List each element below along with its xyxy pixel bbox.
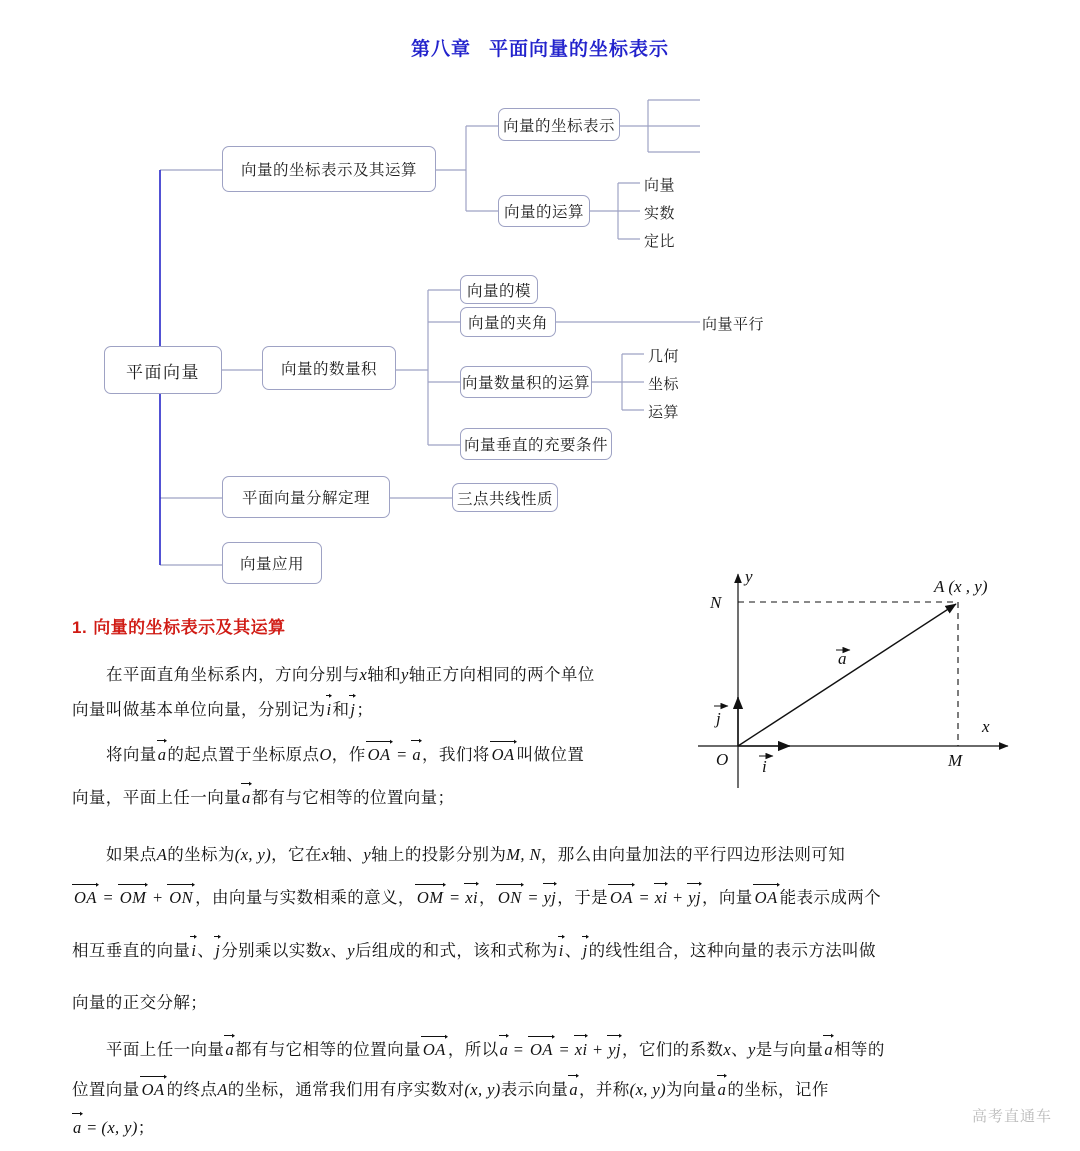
text-run: 在平面直角坐标系内，方向分别与 — [106, 665, 360, 684]
mindmap-node-magnitude[interactable] — [460, 275, 538, 304]
text-run: 位置向量 — [72, 1080, 140, 1099]
text-run: 能表示成两个 — [779, 888, 882, 907]
text-run: 相等的 — [834, 1040, 885, 1059]
math-vector-ON: ON — [169, 888, 194, 907]
unit-i-label: i — [762, 757, 767, 776]
paragraph-4-line-2 — [72, 1080, 829, 1101]
text-run: 将向量 — [106, 745, 157, 764]
text-run: 向量，平面上任一向量 — [72, 788, 241, 807]
text-run: 分别乘以实数 — [221, 941, 323, 960]
text-run: 轴正方向相同的两个单位 — [408, 665, 595, 684]
mindmap-node-collinear-property[interactable] — [452, 483, 558, 512]
math-operator: = — [555, 1040, 574, 1059]
mindmap — [0, 90, 1080, 600]
math-vector-OA: OA — [530, 1040, 553, 1059]
mindmap-node-label: 平面向量分解定理 — [241, 490, 370, 507]
math-vector-OM: OM — [416, 888, 444, 907]
paragraph-3-line-3 — [72, 941, 876, 962]
math-expr-xi: xi — [654, 888, 668, 907]
unit-i-label-group — [759, 756, 773, 776]
math-operator: + — [668, 888, 688, 907]
mindmap-node-perpendicular-condition[interactable] — [460, 428, 612, 460]
math-expr-yj: yj — [608, 1040, 621, 1059]
text-run: 相互垂直的向量 — [72, 941, 191, 960]
math-operator: + — [148, 888, 168, 907]
point-N-label: N — [710, 593, 722, 612]
math-expr-xi: xi — [574, 1040, 588, 1059]
text-run: ，那么由向量加法的平行四边形法则可知 — [540, 845, 846, 864]
math-expr-xi: xi — [465, 888, 478, 907]
paragraph-4-line-1 — [72, 1040, 885, 1061]
text-run: 、 — [564, 941, 582, 960]
mindmap-node-label: 向量的模 — [466, 282, 531, 300]
x-axis-label: x — [982, 717, 990, 736]
math-vector-a: a — [499, 1040, 509, 1059]
text-run: 、 — [731, 1040, 749, 1059]
mindmap-node-label: 向量应用 — [239, 556, 304, 573]
math-var-y: y — [748, 1040, 756, 1059]
math-coordinates: (x, y) — [234, 845, 272, 864]
paragraph-2-line-2 — [72, 788, 454, 809]
text-run: 轴和 — [367, 665, 402, 684]
text-run: 表示向量 — [500, 1080, 569, 1099]
mindmap-node-label: 向量的运算 — [503, 204, 584, 221]
text-run: 的终点 — [166, 1080, 218, 1099]
math-var-y: y — [401, 665, 409, 684]
math-vector-OA: OA — [74, 888, 97, 907]
coordinate-system-figure — [690, 560, 1020, 800]
math-coordinates: (x, y) — [464, 1080, 501, 1099]
paragraph-4-line-3 — [72, 1118, 155, 1139]
math-var-x: x — [321, 845, 330, 864]
math-vector-a: a — [242, 788, 251, 807]
mindmap-node-coordinate-representation[interactable] — [498, 108, 620, 141]
math-operator: = — [445, 888, 465, 907]
math-coordinates: (x, y) — [629, 1080, 666, 1099]
math-vector-i: i — [191, 941, 197, 960]
page-title — [0, 34, 1080, 61]
math-var-y: y — [363, 845, 372, 864]
math-vector-ON: ON — [497, 888, 522, 907]
math-vector-OA: OA — [754, 888, 778, 907]
mindmap-leaf-dot-1: 几何 — [648, 349, 680, 365]
paragraph-2-line-1 — [72, 745, 584, 766]
mindmap-node-angle[interactable] — [460, 307, 556, 337]
text-run: 、 — [197, 941, 215, 960]
math-vector-j: j — [582, 941, 588, 960]
math-vector-OM: OM — [119, 888, 147, 907]
math-var-x: x — [322, 941, 331, 960]
text-run: 都有与它相等的位置向量 — [234, 1040, 421, 1059]
mindmap-node-dot-product-operations[interactable] — [460, 366, 592, 398]
text-run: ，所以 — [447, 1040, 499, 1059]
math-vector-a: a — [225, 1040, 234, 1059]
text-run: 向量叫做基本单位向量，分别记为 — [72, 700, 326, 719]
paragraph-3-line-1 — [72, 845, 845, 866]
mindmap-leaf-operations-1: 向量 — [644, 178, 676, 194]
mindmap-node-label: 向量数量积的运算 — [461, 375, 590, 392]
text-run: 的起点置于坐标原点 — [167, 745, 320, 764]
text-run: 轴上的投影分别为 — [371, 845, 507, 864]
text-run: 的坐标为 — [167, 845, 235, 864]
math-vector-a: a — [157, 745, 167, 764]
text-run: ，于是 — [557, 888, 608, 907]
mindmap-node-vector-operations[interactable] — [498, 195, 590, 227]
paragraph-3-line-2 — [72, 888, 881, 909]
mindmap-node-coordinate-representation-and-operations[interactable] — [222, 146, 436, 192]
text-run: 为向量 — [665, 1080, 717, 1099]
point-M-label: M — [948, 751, 963, 770]
mindmap-leaf-parallel: 向量平行 — [702, 317, 765, 333]
math-points-MN: M, N — [506, 845, 541, 864]
mindmap-node-vector-applications[interactable] — [222, 542, 322, 584]
mindmap-leaf-operations-2: 实数 — [644, 206, 676, 222]
text-run: 后组成的和式，该和式称为 — [354, 941, 558, 960]
text-run: 如果点 — [106, 845, 157, 864]
mindmap-node-label: 向量的坐标表示及其运算 — [240, 162, 417, 179]
text-run: ，它们的系数 — [621, 1040, 724, 1059]
y-axis-label: y — [745, 567, 753, 586]
math-vector-j: j — [350, 700, 356, 719]
unit-j-label: j — [716, 709, 721, 728]
paragraph-3-line-4: 向量的正交分解； — [72, 993, 208, 1012]
math-vector-a: a — [717, 1080, 727, 1099]
math-vector-OA: OA — [422, 1040, 446, 1059]
math-coordinates: (x, y) — [101, 1118, 138, 1137]
text-run: 是与向量 — [755, 1040, 824, 1059]
origin-label: O — [716, 750, 729, 769]
math-point-A: A — [217, 1080, 228, 1099]
vector-a-arrow — [738, 604, 956, 746]
text-run: ，我们将 — [422, 745, 490, 764]
text-run: ，向量 — [701, 888, 753, 907]
text-run: ，它在 — [271, 845, 322, 864]
title-chapter: 第八章 — [410, 39, 471, 60]
text-run: ； — [356, 700, 374, 719]
math-operator: + — [588, 1040, 608, 1059]
math-vector-a: a — [412, 745, 422, 764]
text-run: 、 — [330, 941, 348, 960]
vector-a-label-group — [836, 649, 850, 668]
math-operator: = — [392, 745, 412, 764]
vector-a-label: a — [838, 649, 847, 668]
text-run: ，并称 — [578, 1080, 630, 1099]
mindmap-node-root-label: 平面向量 — [126, 362, 200, 382]
math-operator: = — [82, 1118, 102, 1137]
text-run: ，作 — [331, 745, 366, 764]
section-number: 1. — [72, 618, 88, 637]
text-run: ， — [478, 888, 496, 907]
title-main: 平面向量的坐标表示 — [489, 39, 670, 60]
math-operator: = — [523, 888, 543, 907]
paragraph-1-line-1 — [72, 665, 595, 686]
math-vector-OA: OA — [491, 745, 515, 764]
mindmap-connectors — [0, 90, 1080, 600]
math-vector-i: i — [326, 700, 332, 719]
watermark: 高考直通车 — [971, 1108, 1052, 1125]
math-vector-a: a — [569, 1080, 578, 1099]
text-run: 轴、 — [329, 845, 364, 864]
math-vector-OA: OA — [141, 1080, 165, 1099]
math-expr-yj: yj — [688, 888, 701, 907]
mindmap-leaf-dot-2: 坐标 — [648, 377, 680, 393]
paragraph-1-line-2 — [72, 700, 373, 721]
mindmap-node-label: 向量的数量积 — [280, 361, 377, 378]
math-vector-j: j — [215, 941, 221, 960]
math-operator: = — [509, 1040, 528, 1059]
mindmap-node-dot-product[interactable] — [262, 346, 396, 390]
math-var-x: x — [723, 1040, 732, 1059]
point-A-label: A (x , y) — [934, 577, 988, 596]
text-run: 的坐标，记作 — [727, 1080, 829, 1099]
math-vector-OA: OA — [610, 888, 633, 907]
text-run: 和 — [332, 700, 350, 719]
math-point-O: O — [319, 745, 332, 764]
math-var-y: y — [347, 941, 355, 960]
mindmap-node-label: 向量的坐标表示 — [502, 117, 615, 135]
mindmap-node-decomposition-theorem[interactable] — [222, 476, 390, 518]
text-run: 平面上任一向量 — [106, 1040, 225, 1059]
math-operator: = — [99, 888, 118, 907]
mindmap-node-label: 向量的夹角 — [467, 315, 548, 332]
math-expr-yj: yj — [543, 888, 557, 907]
math-point-A: A — [156, 845, 168, 864]
text-run: 的坐标，通常我们用有序实数对 — [227, 1080, 465, 1099]
section-heading — [72, 613, 286, 638]
mindmap-node-label: 三点共线性质 — [456, 490, 553, 508]
mindmap-node-root[interactable] — [104, 346, 222, 394]
text-run: 叫做位置 — [516, 745, 585, 764]
math-vector-i: i — [558, 941, 564, 960]
text-run: ； — [137, 1118, 155, 1137]
mindmap-leaf-dot-3: 运算 — [648, 405, 680, 421]
text-run: ，由向量与实数相乘的意义， — [195, 888, 415, 907]
section-heading-text: 向量的坐标表示及其运算 — [93, 618, 286, 637]
math-var-x: x — [359, 665, 368, 684]
math-operator: = — [635, 888, 654, 907]
mindmap-node-label: 向量垂直的充要条件 — [463, 437, 608, 454]
text-run: 都有与它相等的位置向量； — [251, 788, 455, 807]
mindmap-leaf-operations-3: 定比 — [644, 234, 676, 250]
unit-j-label-group — [714, 706, 728, 728]
text-run: 的线性组合，这种向量的表示方法叫做 — [588, 941, 876, 960]
math-vector-a: a — [824, 1040, 834, 1059]
math-vector-OA: OA — [367, 745, 391, 764]
math-vector-a: a — [73, 1118, 82, 1137]
